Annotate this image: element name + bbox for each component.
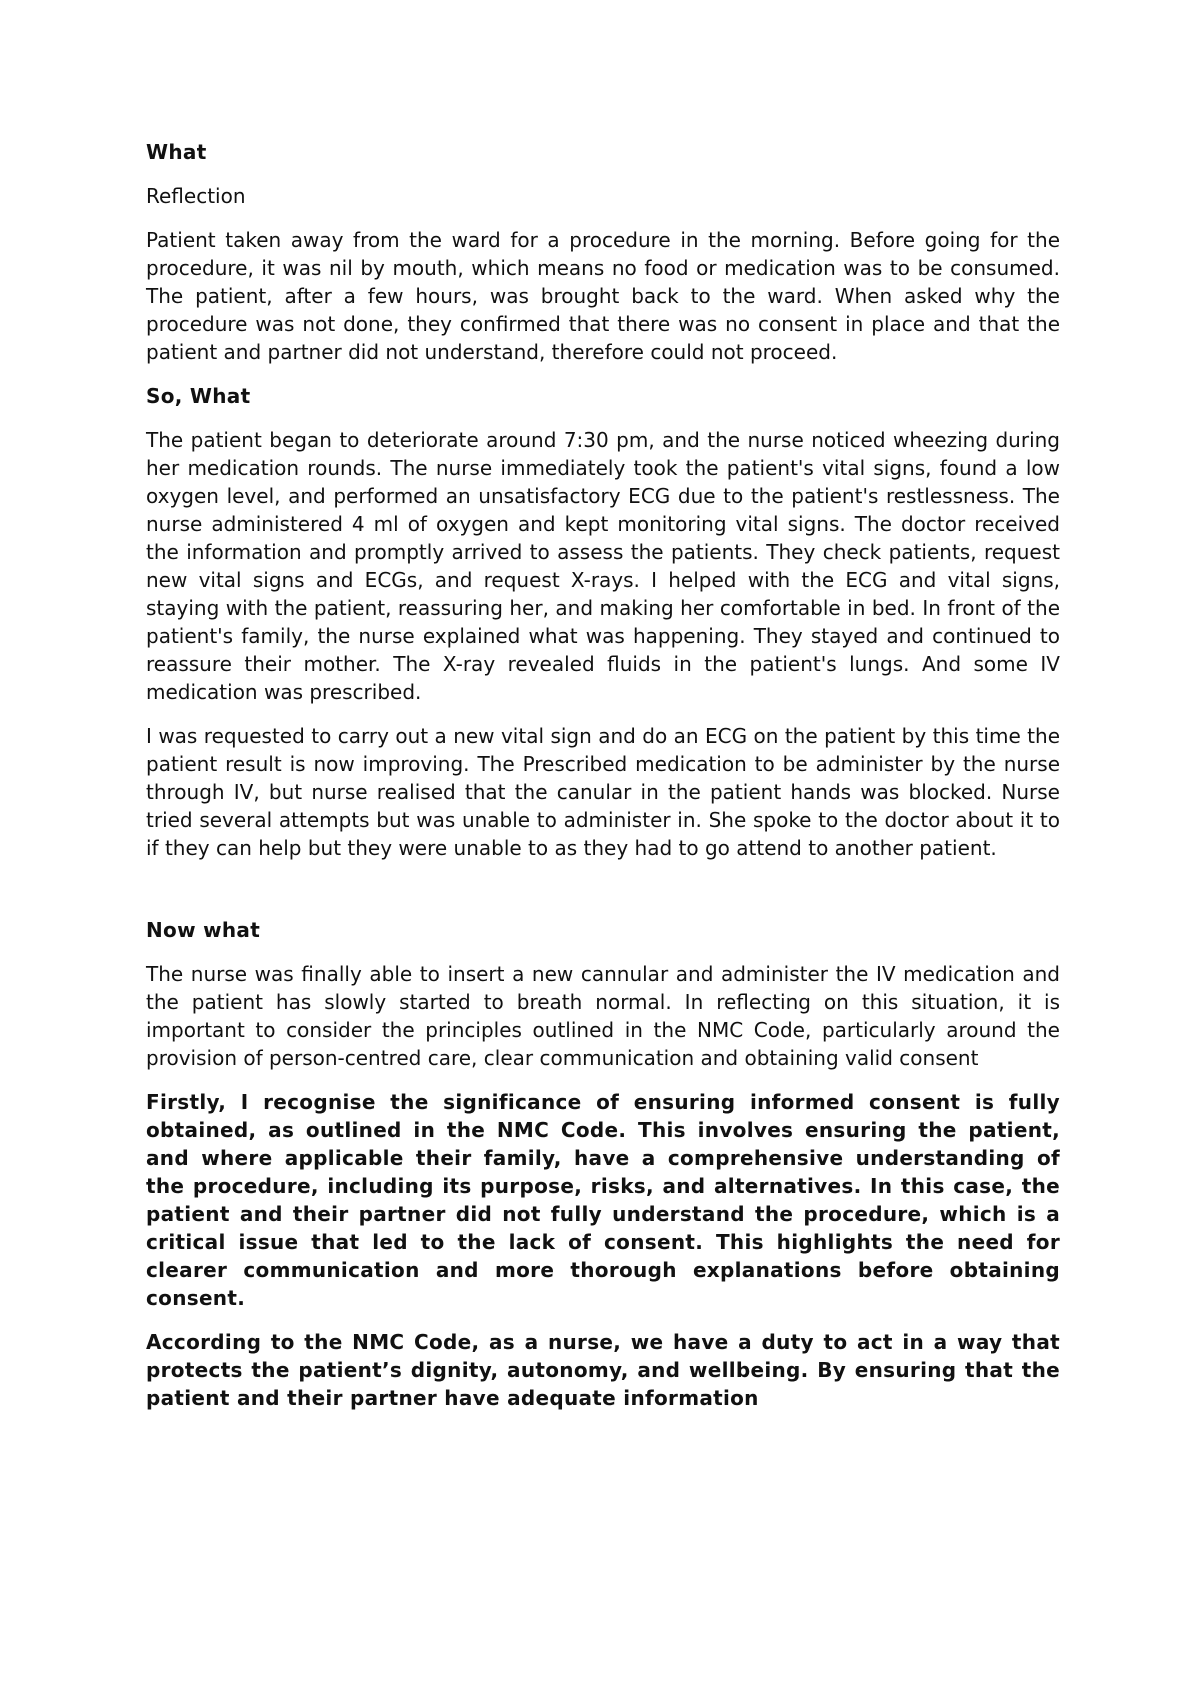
paragraph-so-what-1: The patient began to deteriorate around 7:30 pm, and the nurse noticed wheezing during her medication rounds. The nurse immediately took the patient's vital signs, found a low oxygen level, and performed an unsatisfactory ECG due to the patient's restlessness. The nurse administered 4 ml of oxygen and kept monitoring vital signs. The doctor received the information and promptly arrived to assess the patients. They check patients, request new vital signs and ECGs, and request X-rays. I helped with the ECG and vital signs, staying with the patient, reassuring her, and making her comfortable in bed. In front of the patient's family, the nurse explained what was happening. They stayed and continued to reassure their mother. The X-ray revealed fluids in the patient's lungs. And some IV medication was prescribed. — [146, 428, 1060, 704]
section-heading-what: What — [146, 140, 207, 164]
paragraph-now-what-bold-2: According to the NMC Code, as a nurse, we have a duty to act in a way that protects the patient’s dignity, autonomy, and wellbeing. By ensuring that the patient and their partner have adequate information — [146, 1330, 1060, 1410]
blank-space — [146, 878, 1060, 916]
paragraph-so-what-2: I was requested to carry out a new vital sign and do an ECG on the patient by this time the patient result is now improving. The Prescribed medication to be administer by the nurse through IV, but nurse realised that the canular in the patient hands was blocked. Nurse tried several attempts but was unable to administer in. She spoke to the doctor about it to if they can help but they were unable to as they had to go attend to another patient. — [146, 724, 1060, 860]
document-page — [146, 138, 1060, 1428]
section-subheading-reflection: Reflection — [146, 184, 246, 208]
section-heading-now-what: Now what — [146, 918, 261, 942]
paragraph-now-what-1: The nurse was finally able to insert a new cannular and administer the IV medication and the patient has slowly started to breath normal. In reflecting on this situation, it is important to consider the principles outlined in the NMC Code, particularly around the provision of person-centred care, clear communication and obtaining valid consent — [146, 962, 1060, 1070]
paragraph-what: Patient taken away from the ward for a procedure in the morning. Before going for the procedure, it was nil by mouth, which means no food or medication was to be consumed. The patient, after a few hours, was brought back to the ward. When asked why the procedure was not done, they confirmed that there was no consent in place and that the patient and partner did not understand, therefore could not proceed. — [146, 228, 1060, 364]
paragraph-now-what-bold-1: Firstly, I recognise the significance of ensuring informed consent is fully obtained, as outlined in the NMC Code. This involves ensuring the patient, and where applicable their family, have a comprehensive understanding of the procedure, including its purpose, risks, and alternatives. In this case, the patient and their partner did not fully understand the procedure, which is a critical issue that led to the lack of consent. This highlights the need for clearer communication and more thorough explanations before obtaining consent. — [146, 1090, 1060, 1310]
section-heading-so-what: So, What — [146, 384, 251, 408]
